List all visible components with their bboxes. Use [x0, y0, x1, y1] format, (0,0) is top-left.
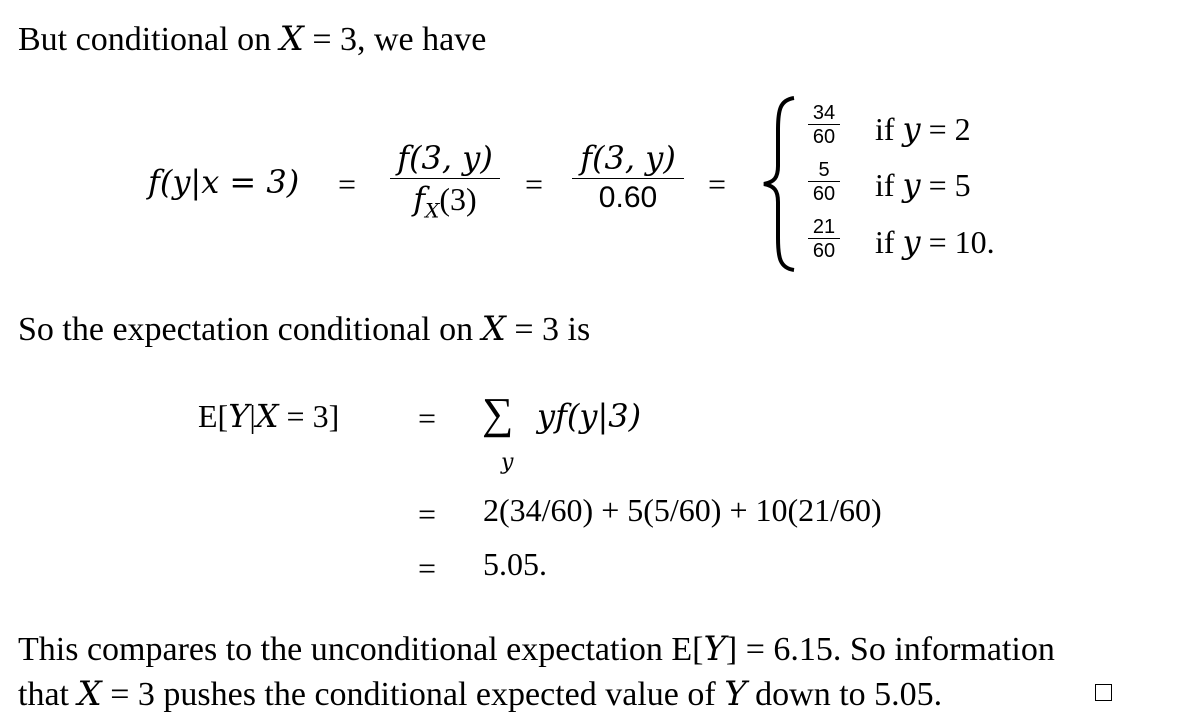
lhs-Y: Y	[228, 397, 250, 435]
fraction-1-bar	[390, 178, 500, 179]
expectation-line-3: 5.05.	[483, 546, 547, 582]
case-2-if: if	[875, 167, 903, 203]
case-1-numerator: 34	[812, 102, 836, 124]
expectation-eq-3: =	[418, 550, 437, 586]
case-3-rest: = 10.	[920, 224, 995, 260]
fraction-1-numerator: f(3, y)	[397, 139, 493, 177]
case-2-denominator: 60	[812, 183, 836, 205]
intro-prefix: But conditional on	[18, 21, 280, 58]
conclusion-1b: ] = 6.15. So information	[725, 631, 1055, 668]
case-3-var: y	[902, 223, 921, 261]
case-2-numerator: 5	[818, 159, 830, 181]
summation-symbol: ∑	[482, 389, 514, 438]
fraction-1-denominator	[390, 180, 500, 223]
case-3-bar	[808, 238, 840, 239]
fraction-2-bar	[572, 178, 684, 179]
expect-intro-eq: = 3 is	[505, 311, 591, 348]
case-1-var: y	[902, 110, 921, 148]
case-1-condition	[875, 110, 971, 148]
intro-eq: = 3, we have	[303, 21, 487, 58]
conclusion-1a: This compares to the unconditional expectation E[	[18, 631, 704, 668]
pmf-eq3: =	[708, 166, 727, 202]
conclusion-2-X: X	[77, 674, 102, 714]
intro-text	[18, 19, 487, 59]
case-2-var: y	[902, 166, 921, 204]
case-1-denominator: 60	[812, 126, 836, 148]
lhs-rest: = 3]	[278, 398, 340, 434]
case-3-condition	[875, 223, 995, 261]
summation-body: yf(y|3)	[537, 397, 642, 435]
pmf-eq1: =	[338, 166, 357, 202]
case-3-fraction	[808, 217, 840, 261]
case-1-fraction	[808, 103, 840, 147]
conclusion-2-Y: Y	[724, 674, 747, 714]
conclusion-1-Y: Y	[703, 629, 726, 669]
lhs-X: X	[255, 397, 279, 435]
case-1-rest: = 2	[920, 111, 971, 147]
qed-square-icon	[1095, 684, 1112, 701]
lhs-E: E[	[198, 398, 229, 434]
conclusion-2b: = 3 pushes the conditional expected value of	[101, 676, 725, 713]
pmf-fraction-1	[390, 139, 500, 223]
fraction-1-den-f: f	[413, 180, 426, 218]
intro-var: X	[279, 19, 304, 59]
expectation-eq-2: =	[418, 496, 437, 532]
pmf-lhs: f(y|x = 3)	[148, 163, 300, 201]
case-1-bar	[808, 124, 840, 125]
fraction-1-den-arg: (3)	[439, 181, 477, 217]
case-2-condition	[875, 166, 971, 204]
lhs-bar: |	[249, 398, 256, 434]
expectation-intro-text	[18, 309, 591, 349]
conclusion-line-2	[18, 674, 943, 714]
case-3-denominator: 60	[812, 240, 836, 262]
case-3-numerator: 21	[812, 216, 836, 238]
pmf-fraction-2	[572, 139, 684, 214]
fraction-2-numerator: f(3, y)	[580, 139, 676, 177]
fraction-2-denominator: 0.60	[598, 181, 658, 214]
conclusion-2c: down to 5.05.	[746, 676, 943, 713]
summation-index: y	[501, 450, 514, 475]
conclusion-line-1	[18, 629, 1055, 669]
pmf-eq2: =	[525, 166, 544, 202]
expectation-lhs	[198, 397, 340, 435]
case-2-rest: = 5	[920, 167, 971, 203]
case-2-bar	[808, 181, 840, 182]
cases-left-brace	[760, 96, 800, 272]
conclusion-2a: that	[18, 676, 78, 713]
case-1-if: if	[875, 111, 903, 147]
expectation-line-2: 2(34/60) + 5(5/60) + 10(21/60)	[483, 492, 882, 528]
expectation-eq-1: =	[418, 400, 437, 436]
expect-intro-var: X	[481, 309, 506, 349]
fraction-1-den-sub: X	[425, 198, 440, 223]
expect-intro-prefix: So the expectation conditional on	[18, 311, 482, 348]
case-3-if: if	[875, 224, 903, 260]
case-2-fraction	[808, 160, 840, 204]
